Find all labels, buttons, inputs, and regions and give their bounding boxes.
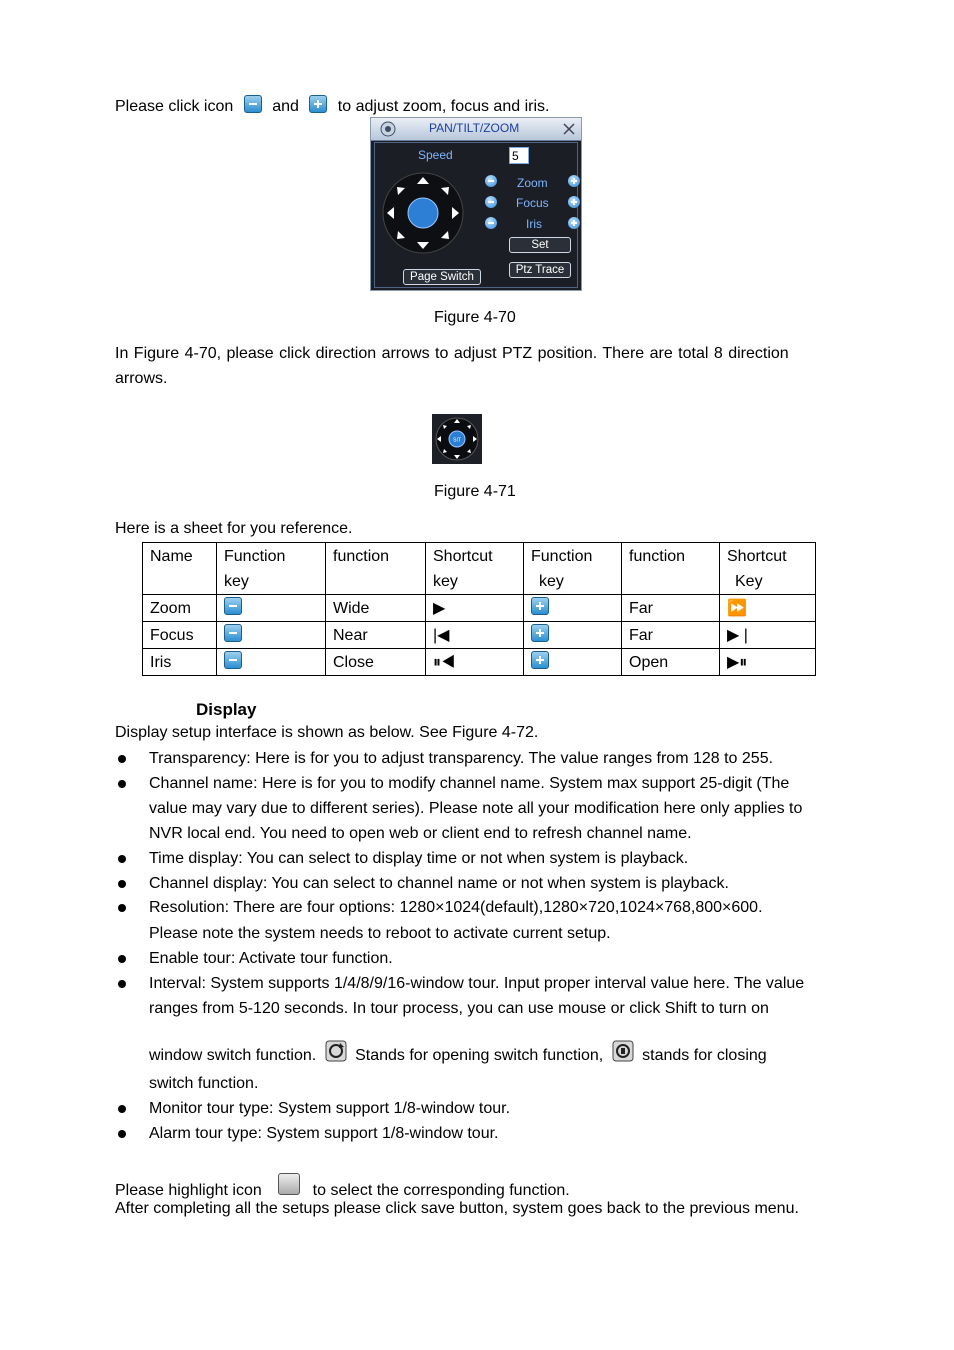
function-key-cell — [217, 595, 326, 622]
row-function: Wide — [326, 595, 426, 622]
interval-text-b: Stands for opening switch function, — [355, 1047, 604, 1064]
row-shortcut: ⏩ — [720, 595, 816, 622]
minus-icon — [224, 597, 242, 615]
bullet-channel-name-l3: NVR local end. You need to open web or client end to refresh channel name. — [149, 825, 692, 842]
bullet-enable-tour: Enable tour: Activate tour function. — [149, 950, 393, 967]
display-intro: Display setup interface is shown as below. See Figure 4-72. — [115, 724, 539, 741]
header-cell: function — [622, 543, 720, 595]
bullet-dot — [118, 955, 126, 963]
table-row — [143, 622, 816, 649]
row-function: Open — [622, 649, 720, 676]
header-cell: Shortcut Key — [720, 543, 816, 595]
closing-paragraph: After completing all the setups please click save button, system goes back to the previous menu. — [115, 1200, 799, 1217]
bullet-dot — [118, 904, 126, 912]
iris-label: Iris — [526, 217, 542, 231]
function-key-cell — [524, 622, 622, 649]
reference-table — [142, 542, 816, 676]
intro-and: and — [272, 98, 299, 115]
bullet-dot — [118, 1105, 126, 1113]
ptz-title: PAN/TILT/ZOOM — [429, 121, 520, 135]
focus-label: Focus — [516, 196, 549, 210]
highlight-after: to select the corresponding function. — [312, 1182, 570, 1199]
ptz-trace-button[interactable]: Ptz Trace — [509, 262, 571, 278]
iris-plus-icon[interactable] — [568, 217, 580, 229]
row-function: Far — [622, 622, 720, 649]
zoom-minus-icon[interactable] — [485, 175, 497, 187]
function-key-cell — [524, 649, 622, 676]
interval-text-c: stands for closing — [642, 1047, 767, 1064]
bullet-interval-l2: ranges from 5-120 seconds. In tour process, you can use mouse or click Shift to turn on — [149, 1000, 769, 1017]
ptz-dialog — [370, 117, 582, 291]
bullet-channel-name-l2: value may vary due to different series). Please note all your modification here only applies to — [149, 800, 803, 817]
highlight-text: Please highlight icon — [115, 1182, 262, 1199]
direction-pad-figure — [432, 414, 482, 464]
switch-close-icon — [612, 1040, 634, 1062]
switch-open-icon — [325, 1040, 347, 1062]
bullet-channel-display: Channel display: You can select to channel name or not when system is playback. — [149, 875, 729, 892]
function-key-cell — [217, 622, 326, 649]
row-shortcut: ▶⏸ — [720, 649, 816, 676]
bullet-dot — [118, 980, 126, 988]
row-name: Iris — [143, 649, 217, 676]
focus-plus-icon[interactable] — [568, 196, 580, 208]
bullet-interval-l4: switch function. — [149, 1075, 259, 1092]
intro-line — [115, 95, 549, 116]
plus-icon — [531, 597, 549, 615]
row-name: Zoom — [143, 595, 217, 622]
ptz-title-bar — [371, 118, 581, 141]
table-row — [143, 595, 816, 622]
header-cell: function — [326, 543, 426, 595]
header-cell: Function key — [217, 543, 326, 595]
ptz-camera-icon — [377, 120, 399, 138]
table-header-row — [143, 543, 816, 595]
minus-icon — [244, 95, 262, 113]
close-icon[interactable] — [563, 123, 575, 135]
focus-minus-icon[interactable] — [485, 196, 497, 208]
header-cell: Shortcut key — [426, 543, 524, 595]
highlight-line — [115, 1173, 570, 1200]
bullet-dot — [118, 755, 126, 763]
row-function: Far — [622, 595, 720, 622]
plus-icon — [309, 95, 327, 113]
row-shortcut: |◀ — [426, 622, 524, 649]
bullet-transparency: Transparency: Here is for you to adjust transparency. The value ranges from 128 to 255. — [149, 750, 774, 767]
bullet-dot — [118, 1130, 126, 1138]
row-shortcut: ⏸◀ — [426, 649, 524, 676]
speed-input[interactable]: 5 — [509, 147, 529, 164]
row-function: Near — [326, 622, 426, 649]
highlight-icon — [278, 1173, 300, 1195]
zoom-label: Zoom — [517, 176, 548, 190]
row-shortcut: ▶ — [426, 595, 524, 622]
header-cell: Function key — [524, 543, 622, 595]
bullet-dot — [118, 780, 126, 788]
function-key-cell — [524, 595, 622, 622]
figure-4-71-caption: Figure 4-71 — [434, 483, 516, 500]
page-switch-button[interactable]: Page Switch — [403, 269, 481, 285]
speed-label: Speed — [418, 148, 453, 162]
sheet-intro: Here is a sheet for you reference. — [115, 520, 353, 537]
intro-text: Please click icon — [115, 98, 234, 115]
set-button[interactable]: Set — [509, 237, 571, 253]
bullet-resolution-l2: Please note the system needs to reboot to activate current setup. — [149, 925, 611, 942]
iris-minus-icon[interactable] — [485, 217, 497, 229]
function-key-cell — [217, 649, 326, 676]
bullet-alarm-tour: Alarm tour type: System support 1/8-window tour. — [149, 1125, 499, 1142]
bullet-channel-name-l1: Channel name: Here is for you to modify channel name. System max support 25-digit (The — [149, 775, 790, 792]
intro-after: to adjust zoom, focus and iris. — [337, 98, 550, 115]
bullet-resolution-l1: Resolution: There are four options: 1280×1024(default),1280×720,1024×768,800×600. — [149, 899, 763, 916]
bullet-dot — [118, 880, 126, 888]
row-shortcut: ▶ | — [720, 622, 816, 649]
plus-icon — [531, 651, 549, 669]
table-row — [143, 649, 816, 676]
paragraph-4-70-line1: In Figure 4-70, please click direction arrows to adjust PTZ position. There are total 8 direction — [115, 345, 789, 362]
plus-icon — [531, 624, 549, 642]
minus-icon — [224, 651, 242, 669]
bullet-time-display: Time display: You can select to display time or not when system is playback. — [149, 850, 689, 867]
bullet-interval-l1: Interval: System supports 1/4/8/9/16-window tour. Input proper interval value here. The value — [149, 975, 805, 992]
figure-center-label: SIT — [453, 437, 461, 444]
bullet-dot — [118, 855, 126, 863]
row-name: Focus — [143, 622, 217, 649]
row-function: Close — [326, 649, 426, 676]
header-cell: Name — [143, 543, 217, 595]
display-heading: Display — [196, 700, 257, 719]
interval-text-a: window switch function. — [149, 1047, 317, 1064]
bullet-monitor-tour: Monitor tour type: System support 1/8-window tour. — [149, 1100, 511, 1117]
minus-icon — [224, 624, 242, 642]
figure-4-70-caption: Figure 4-70 — [434, 309, 516, 326]
zoom-plus-icon[interactable] — [568, 175, 580, 187]
bullet-interval-l3 — [149, 1040, 767, 1065]
direction-pad[interactable] — [381, 171, 465, 255]
paragraph-4-70-line2: arrows. — [115, 370, 168, 387]
